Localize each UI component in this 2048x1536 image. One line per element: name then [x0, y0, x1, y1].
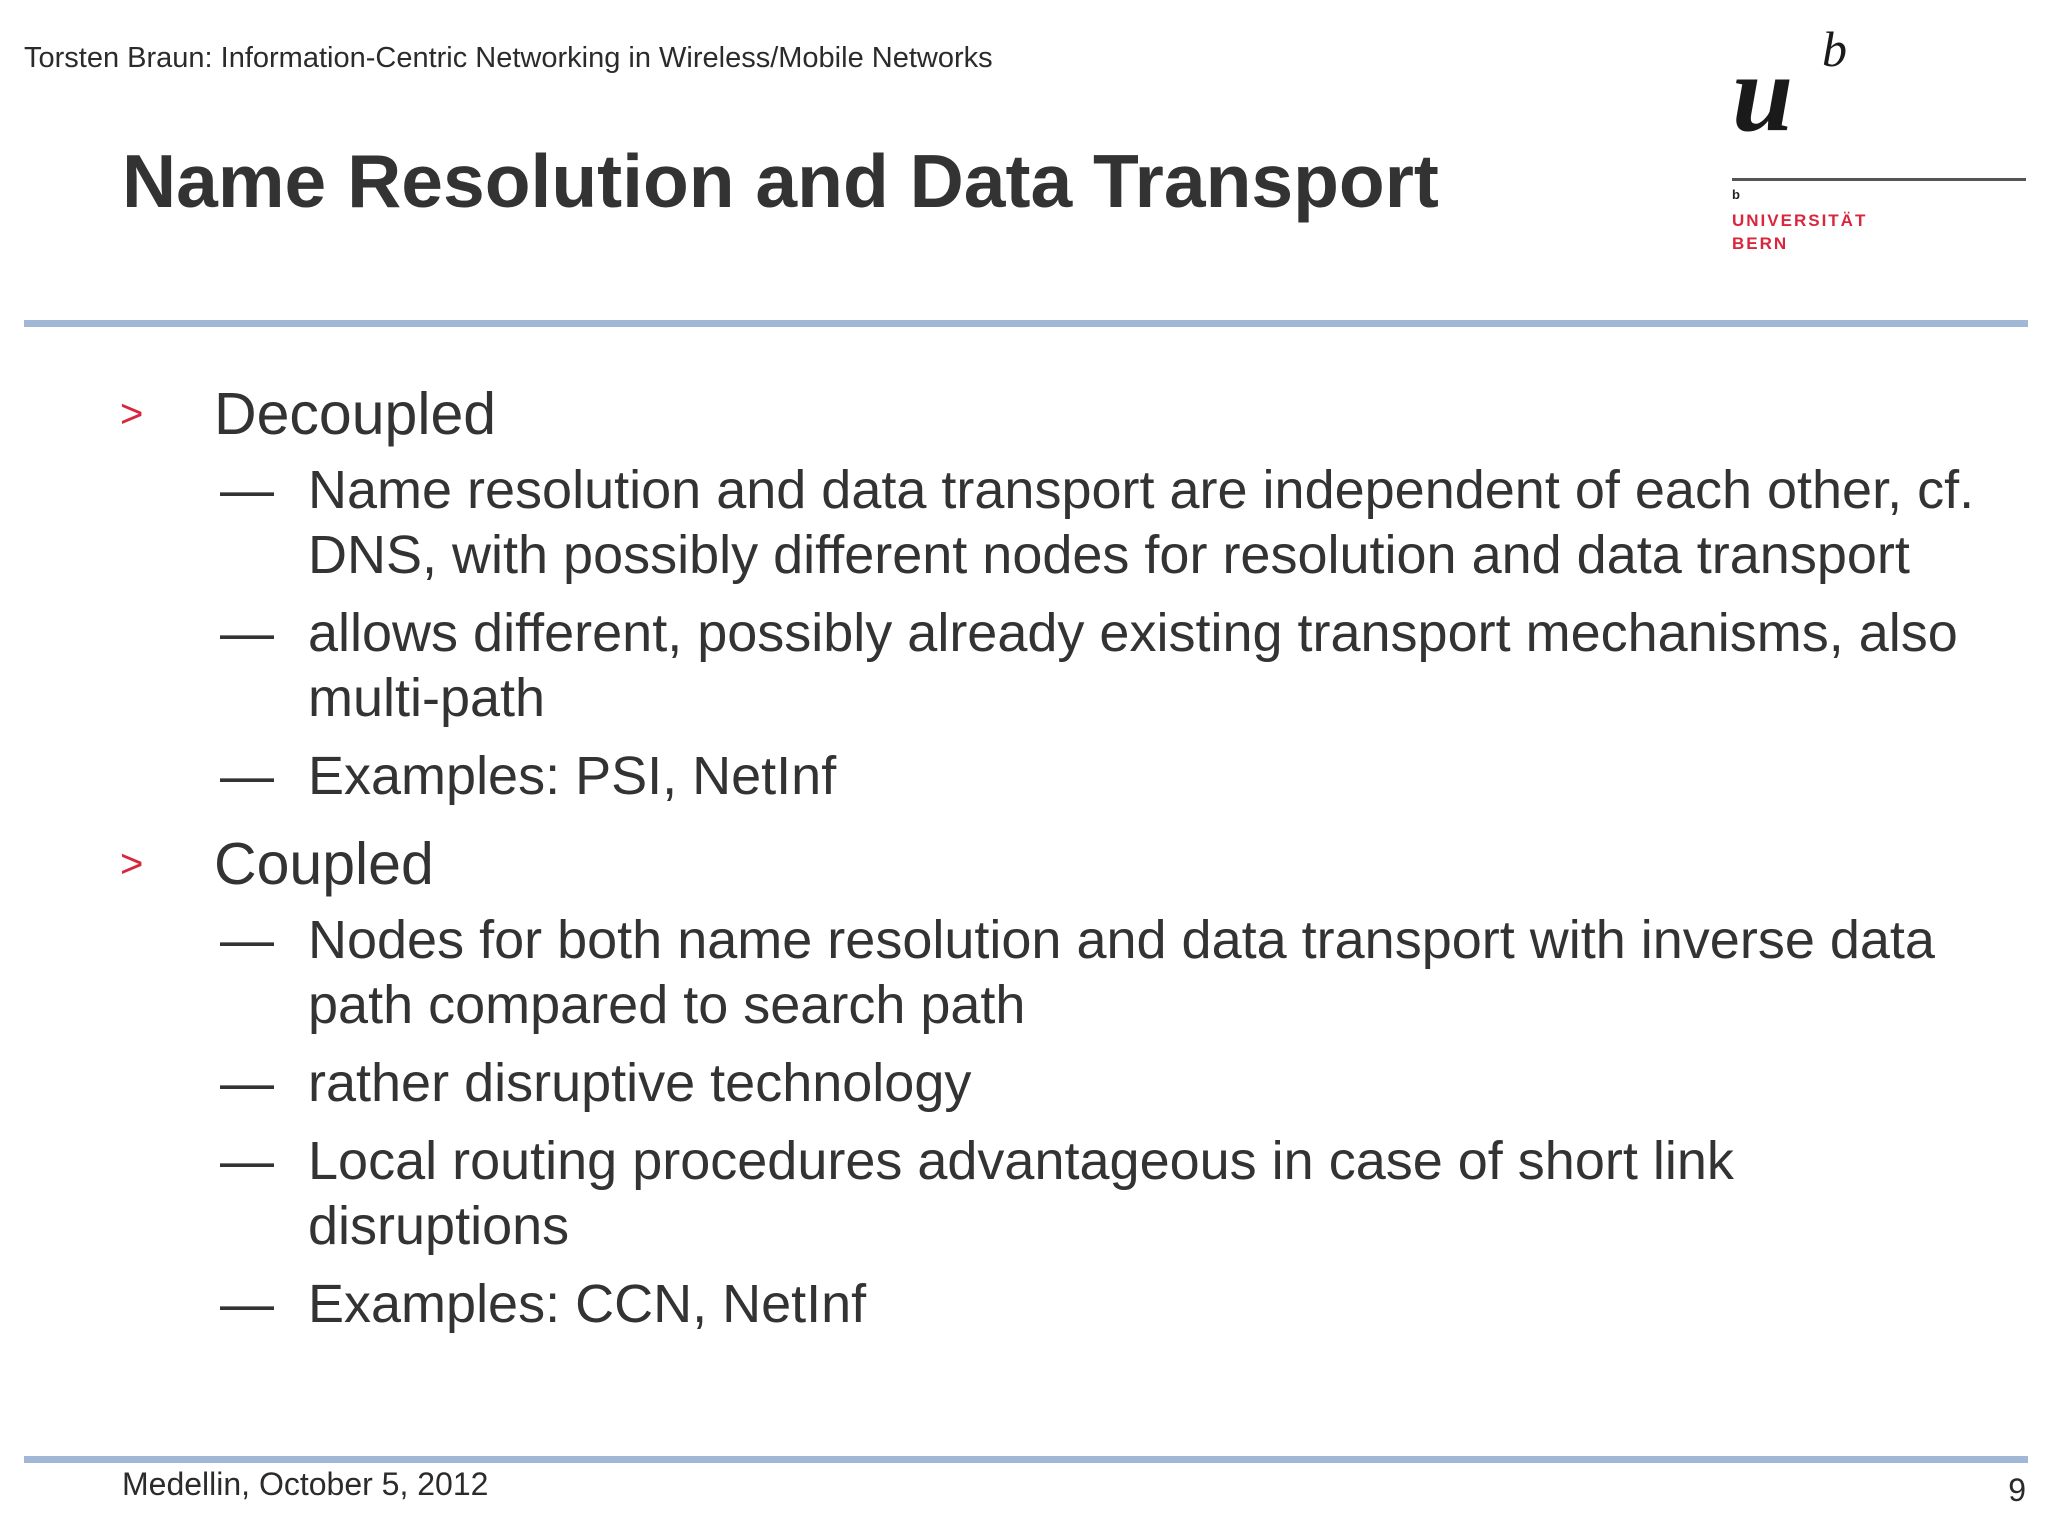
bullet-label: Decoupled	[214, 381, 497, 447]
sub-bullet-dash: —	[220, 746, 274, 806]
sub-bullet-dash: —	[220, 1053, 274, 1113]
logo-mark: u	[1732, 32, 1794, 154]
sub-bullet-dash: —	[220, 603, 274, 663]
sub-bullet-dash: —	[220, 1131, 274, 1191]
bullet-decoupled	[0, 372, 2048, 456]
bullet-marker: >	[120, 842, 144, 886]
sub-bullet	[0, 908, 2048, 1038]
logo-line-1: UNIVERSITÄT	[1732, 211, 1868, 230]
slide-content	[0, 372, 2048, 1350]
bullet-label: Coupled	[214, 831, 434, 897]
sub-bullet	[0, 1051, 2048, 1116]
logo-line-2: BERN	[1732, 233, 1789, 253]
bullet-coupled	[0, 822, 2048, 906]
logo-small-mark: b	[1732, 187, 1740, 202]
sub-bullet-text: Examples: PSI, NetInf	[308, 746, 837, 806]
bottom-divider	[24, 1456, 2028, 1463]
sub-bullet-text: Nodes for both name resolution and data transport with inverse data path compared to search path	[308, 910, 1935, 1035]
sub-bullet-dash: —	[220, 1274, 274, 1334]
sub-bullet-dash: —	[220, 910, 274, 970]
page-number: 9	[2008, 1472, 2026, 1508]
sub-bullet-text: Local routing procedures advantageous in case of short link disruptions	[308, 1131, 1734, 1256]
sub-bullet-text: rather disruptive technology	[308, 1053, 972, 1113]
sub-bullet	[0, 601, 2048, 731]
sub-bullet	[0, 1129, 2048, 1259]
slide-title: Name Resolution and Data Transport	[122, 139, 1439, 223]
header-text: Torsten Braun: Information-Centric Networking in Wireless/Mobile Networks	[24, 42, 993, 74]
logo-rule	[1732, 178, 2026, 181]
footer-date: Medellin, October 5, 2012	[122, 1466, 489, 1502]
top-divider	[24, 320, 2028, 327]
sub-bullet	[0, 1272, 2048, 1337]
university-logo	[1730, 20, 2030, 260]
sub-bullet	[0, 744, 2048, 809]
sub-bullet-text: Examples: CCN, NetInf	[308, 1274, 867, 1334]
sub-bullet	[0, 458, 2048, 588]
sub-bullet-text: allows different, possibly already existing transport mechanisms, also multi-path	[308, 603, 1958, 728]
sub-bullet-text: Name resolution and data transport are independent of each other, cf. DNS, with possibly different nodes for resolution and data transport	[308, 460, 1975, 585]
logo-superscript: b	[1822, 21, 1847, 77]
logo-name	[1732, 210, 1867, 256]
sub-bullet-dash: —	[220, 460, 274, 520]
bullet-marker: >	[120, 392, 144, 436]
